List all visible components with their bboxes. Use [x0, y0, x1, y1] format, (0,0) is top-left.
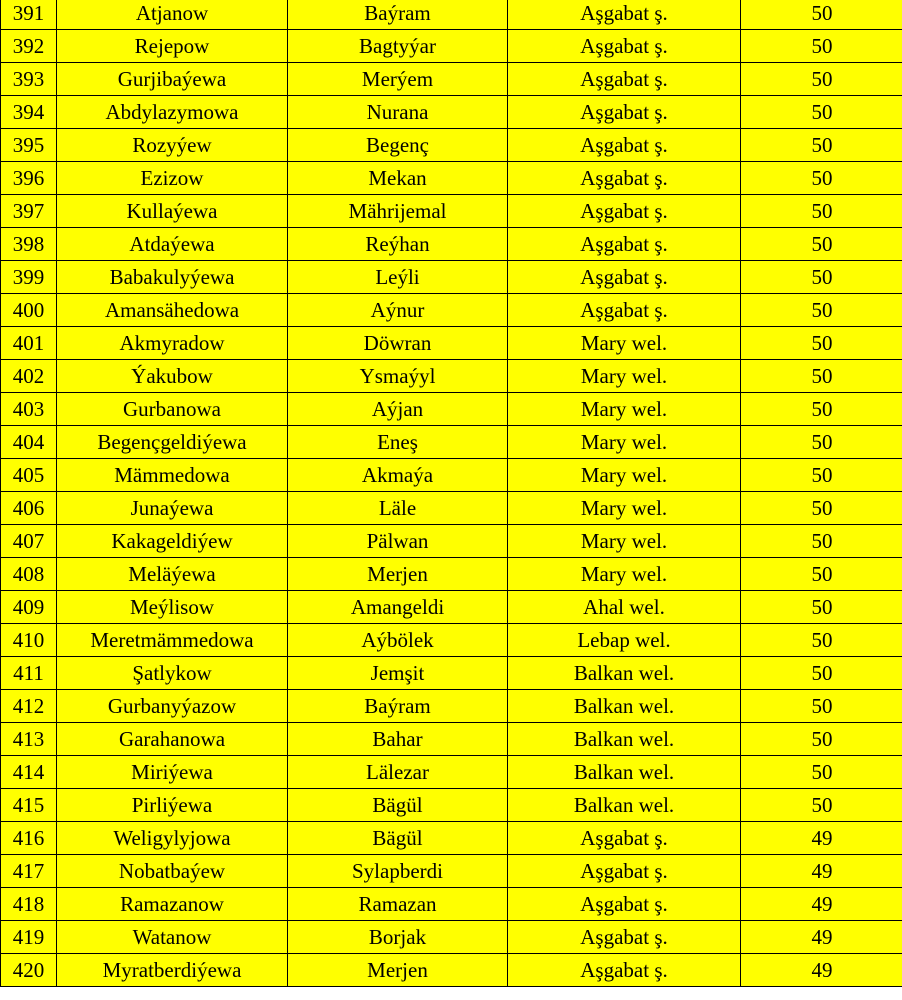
- region-cell: Aşgabat ş.: [508, 921, 741, 954]
- surname-cell: Watanow: [57, 921, 288, 954]
- first-name-cell: Eneş: [288, 426, 508, 459]
- score-cell: 50: [741, 0, 902, 30]
- surname-cell: Kakageldiýew: [57, 525, 288, 558]
- region-cell: Aşgabat ş.: [508, 96, 741, 129]
- region-cell: Balkan wel.: [508, 789, 741, 822]
- region-cell: Mary wel.: [508, 459, 741, 492]
- surname-cell: Gurbanyýazow: [57, 690, 288, 723]
- first-name-cell: Merjen: [288, 954, 508, 987]
- region-cell: Aşgabat ş.: [508, 30, 741, 63]
- first-name-cell: Bahar: [288, 723, 508, 756]
- row-number-cell: 401: [1, 327, 57, 360]
- score-cell: 49: [741, 954, 902, 987]
- surname-cell: Ezizow: [57, 162, 288, 195]
- table-row: [1, 591, 902, 624]
- surname-cell: Nobatbaýew: [57, 855, 288, 888]
- region-cell: Balkan wel.: [508, 723, 741, 756]
- table-row: [1, 525, 902, 558]
- table-row: [1, 96, 902, 129]
- first-name-cell: Baýram: [288, 0, 508, 30]
- first-name-cell: Merýem: [288, 63, 508, 96]
- region-cell: Lebap wel.: [508, 624, 741, 657]
- table-row: [1, 690, 902, 723]
- surname-cell: Atdaýewa: [57, 228, 288, 261]
- region-cell: Aşgabat ş.: [508, 0, 741, 30]
- row-number-cell: 412: [1, 690, 57, 723]
- first-name-cell: Aýbölek: [288, 624, 508, 657]
- score-cell: 50: [741, 591, 902, 624]
- table-row: [1, 459, 902, 492]
- first-name-cell: Döwran: [288, 327, 508, 360]
- region-cell: Aşgabat ş.: [508, 888, 741, 921]
- table-row: [1, 723, 902, 756]
- first-name-cell: Ysmaýyl: [288, 360, 508, 393]
- row-number-cell: 415: [1, 789, 57, 822]
- region-cell: Ahal wel.: [508, 591, 741, 624]
- region-cell: Mary wel.: [508, 393, 741, 426]
- row-number-cell: 420: [1, 954, 57, 987]
- score-cell: 49: [741, 855, 902, 888]
- surname-cell: Meläýewa: [57, 558, 288, 591]
- surname-cell: Garahanowa: [57, 723, 288, 756]
- first-name-cell: Bagtyýar: [288, 30, 508, 63]
- surname-cell: Gurjibaýewa: [57, 63, 288, 96]
- row-number-cell: 403: [1, 393, 57, 426]
- first-name-cell: Bägül: [288, 822, 508, 855]
- row-number-cell: 405: [1, 459, 57, 492]
- score-cell: 50: [741, 624, 902, 657]
- region-cell: Aşgabat ş.: [508, 294, 741, 327]
- row-number-cell: 395: [1, 129, 57, 162]
- row-number-cell: 408: [1, 558, 57, 591]
- region-cell: Aşgabat ş.: [508, 855, 741, 888]
- score-cell: 49: [741, 921, 902, 954]
- region-cell: Mary wel.: [508, 525, 741, 558]
- table-row: [1, 360, 902, 393]
- row-number-cell: 402: [1, 360, 57, 393]
- surname-cell: Akmyradow: [57, 327, 288, 360]
- row-number-cell: 397: [1, 195, 57, 228]
- row-number-cell: 419: [1, 921, 57, 954]
- region-cell: Aşgabat ş.: [508, 129, 741, 162]
- score-cell: 50: [741, 723, 902, 756]
- region-cell: Mary wel.: [508, 426, 741, 459]
- first-name-cell: Jemşit: [288, 657, 508, 690]
- table-row: [1, 294, 902, 327]
- table-row: [1, 855, 902, 888]
- region-cell: Balkan wel.: [508, 690, 741, 723]
- surname-cell: Pirliýewa: [57, 789, 288, 822]
- results-table-body: [1, 0, 902, 987]
- table-row: [1, 261, 902, 294]
- table-row: [1, 426, 902, 459]
- first-name-cell: Aýjan: [288, 393, 508, 426]
- surname-cell: Rejepow: [57, 30, 288, 63]
- surname-cell: Abdylazymowa: [57, 96, 288, 129]
- surname-cell: Meýlisow: [57, 591, 288, 624]
- score-cell: 50: [741, 96, 902, 129]
- score-cell: 50: [741, 393, 902, 426]
- surname-cell: Gurbanowa: [57, 393, 288, 426]
- region-cell: Balkan wel.: [508, 756, 741, 789]
- score-cell: 50: [741, 327, 902, 360]
- surname-cell: Şatlykow: [57, 657, 288, 690]
- table-row: [1, 228, 902, 261]
- table-row: [1, 393, 902, 426]
- score-cell: 50: [741, 129, 902, 162]
- row-number-cell: 393: [1, 63, 57, 96]
- surname-cell: Junaýewa: [57, 492, 288, 525]
- table-row: [1, 657, 902, 690]
- table-row: [1, 0, 902, 30]
- first-name-cell: Reýhan: [288, 228, 508, 261]
- score-cell: 50: [741, 162, 902, 195]
- surname-cell: Kullaýewa: [57, 195, 288, 228]
- row-number-cell: 413: [1, 723, 57, 756]
- table-row: [1, 63, 902, 96]
- score-cell: 49: [741, 822, 902, 855]
- score-cell: 50: [741, 492, 902, 525]
- row-number-cell: 418: [1, 888, 57, 921]
- first-name-cell: Akmaýa: [288, 459, 508, 492]
- first-name-cell: Mekan: [288, 162, 508, 195]
- surname-cell: Meretmämmedowa: [57, 624, 288, 657]
- table-row: [1, 789, 902, 822]
- first-name-cell: Borjak: [288, 921, 508, 954]
- row-number-cell: 406: [1, 492, 57, 525]
- region-cell: Aşgabat ş.: [508, 228, 741, 261]
- first-name-cell: Ramazan: [288, 888, 508, 921]
- region-cell: Mary wel.: [508, 558, 741, 591]
- score-cell: 50: [741, 690, 902, 723]
- row-number-cell: 410: [1, 624, 57, 657]
- table-row: [1, 624, 902, 657]
- score-cell: 50: [741, 459, 902, 492]
- score-cell: 50: [741, 789, 902, 822]
- table-row: [1, 327, 902, 360]
- row-number-cell: 400: [1, 294, 57, 327]
- region-cell: Aşgabat ş.: [508, 261, 741, 294]
- score-cell: 50: [741, 228, 902, 261]
- row-number-cell: 416: [1, 822, 57, 855]
- surname-cell: Ýakubow: [57, 360, 288, 393]
- table-row: [1, 888, 902, 921]
- first-name-cell: Begenç: [288, 129, 508, 162]
- table-row: [1, 30, 902, 63]
- score-cell: 50: [741, 30, 902, 63]
- table-row: [1, 195, 902, 228]
- first-name-cell: Baýram: [288, 690, 508, 723]
- surname-cell: Mämmedowa: [57, 459, 288, 492]
- row-number-cell: 399: [1, 261, 57, 294]
- row-number-cell: 391: [1, 0, 57, 30]
- first-name-cell: Mährijemal: [288, 195, 508, 228]
- region-cell: Aşgabat ş.: [508, 195, 741, 228]
- table-row: [1, 921, 902, 954]
- region-cell: Balkan wel.: [508, 657, 741, 690]
- table-row: [1, 129, 902, 162]
- row-number-cell: 409: [1, 591, 57, 624]
- surname-cell: Atjanow: [57, 0, 288, 30]
- score-cell: 50: [741, 63, 902, 96]
- score-cell: 50: [741, 426, 902, 459]
- region-cell: Mary wel.: [508, 492, 741, 525]
- table-row: [1, 756, 902, 789]
- surname-cell: Amansähedowa: [57, 294, 288, 327]
- region-cell: Aşgabat ş.: [508, 162, 741, 195]
- surname-cell: Babakulyýewa: [57, 261, 288, 294]
- surname-cell: Ramazanow: [57, 888, 288, 921]
- score-cell: 50: [741, 657, 902, 690]
- score-cell: 50: [741, 558, 902, 591]
- surname-cell: Myratberdiýewa: [57, 954, 288, 987]
- surname-cell: Begençgeldiýewa: [57, 426, 288, 459]
- row-number-cell: 417: [1, 855, 57, 888]
- row-number-cell: 411: [1, 657, 57, 690]
- first-name-cell: Aýnur: [288, 294, 508, 327]
- table-row: [1, 558, 902, 591]
- first-name-cell: Lälezar: [288, 756, 508, 789]
- region-cell: Aşgabat ş.: [508, 63, 741, 96]
- surname-cell: Miriýewa: [57, 756, 288, 789]
- region-cell: Mary wel.: [508, 327, 741, 360]
- surname-cell: Rozyýew: [57, 129, 288, 162]
- row-number-cell: 414: [1, 756, 57, 789]
- table-row: [1, 954, 902, 987]
- score-cell: 49: [741, 888, 902, 921]
- row-number-cell: 407: [1, 525, 57, 558]
- row-number-cell: 398: [1, 228, 57, 261]
- first-name-cell: Leýli: [288, 261, 508, 294]
- score-cell: 50: [741, 195, 902, 228]
- table-row: [1, 492, 902, 525]
- row-number-cell: 394: [1, 96, 57, 129]
- score-cell: 50: [741, 525, 902, 558]
- row-number-cell: 392: [1, 30, 57, 63]
- first-name-cell: Merjen: [288, 558, 508, 591]
- first-name-cell: Sylapberdi: [288, 855, 508, 888]
- score-cell: 50: [741, 294, 902, 327]
- first-name-cell: Amangeldi: [288, 591, 508, 624]
- row-number-cell: 404: [1, 426, 57, 459]
- table-row: [1, 162, 902, 195]
- first-name-cell: Bägül: [288, 789, 508, 822]
- first-name-cell: Läle: [288, 492, 508, 525]
- region-cell: Aşgabat ş.: [508, 954, 741, 987]
- region-cell: Aşgabat ş.: [508, 822, 741, 855]
- table-row: [1, 822, 902, 855]
- first-name-cell: Pälwan: [288, 525, 508, 558]
- score-cell: 50: [741, 261, 902, 294]
- row-number-cell: 396: [1, 162, 57, 195]
- score-cell: 50: [741, 360, 902, 393]
- region-cell: Mary wel.: [508, 360, 741, 393]
- first-name-cell: Nurana: [288, 96, 508, 129]
- score-cell: 50: [741, 756, 902, 789]
- surname-cell: Weligylyjowa: [57, 822, 288, 855]
